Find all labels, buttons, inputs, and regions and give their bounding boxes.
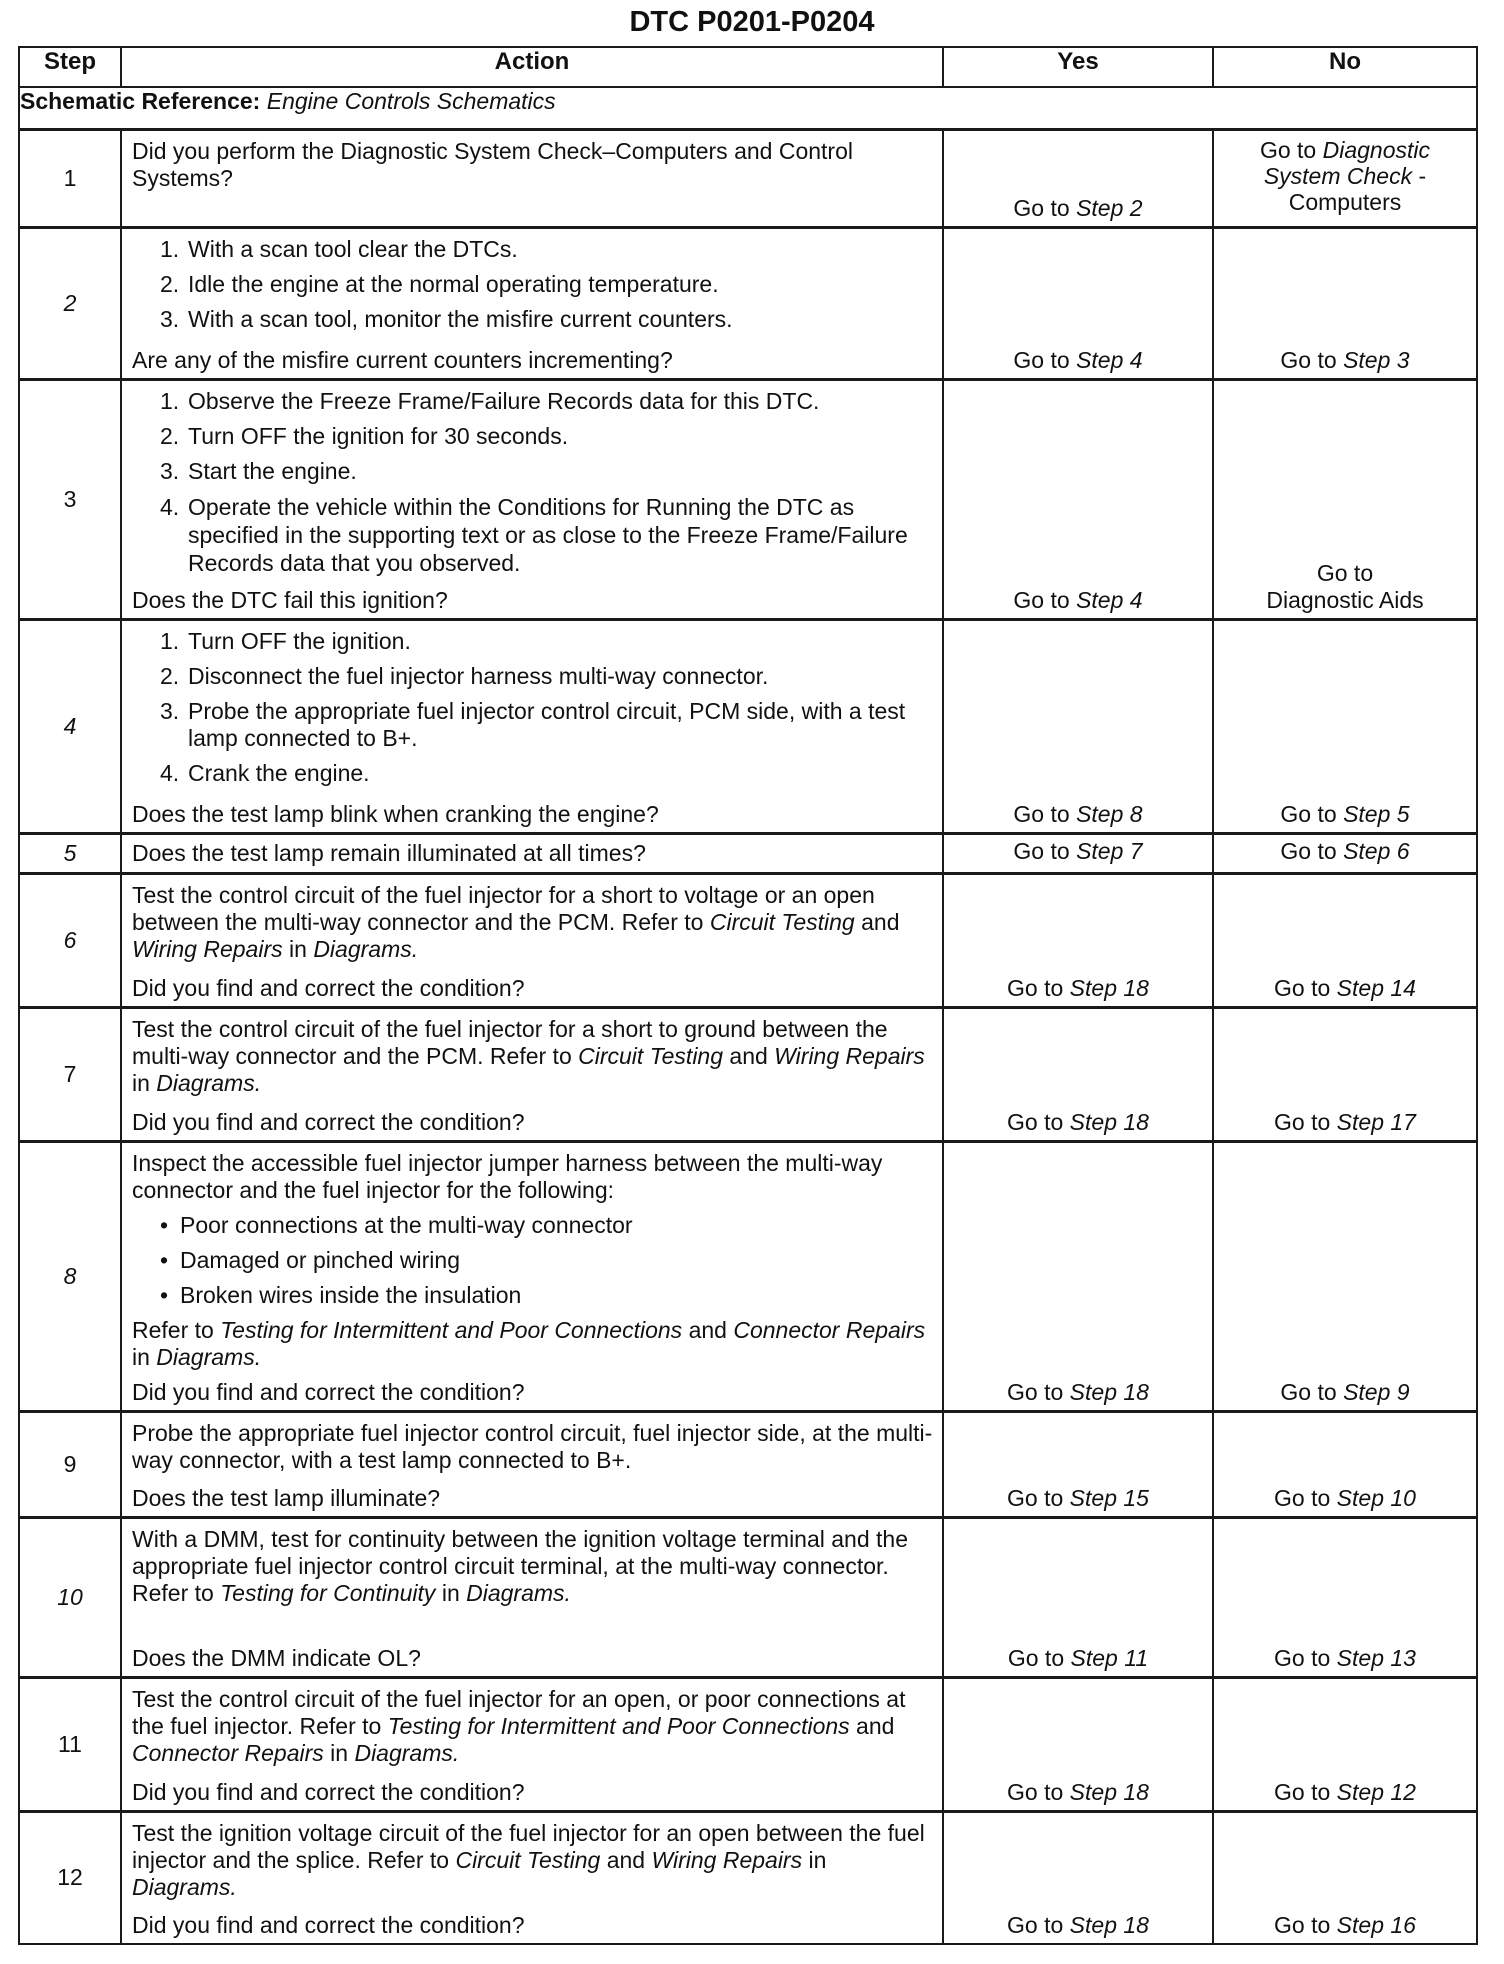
no-step: 14 — [1390, 975, 1416, 1001]
no-step: 16 — [1390, 1911, 1416, 1938]
goto-text: Go to — [1013, 195, 1077, 221]
list-item: • Damaged or pinched wiring — [160, 1247, 460, 1273]
yes-cell: Go to Step 8 — [943, 620, 1213, 834]
action-question: Does the test lamp illuminate? — [132, 1485, 441, 1511]
action-text: Test the ignition voltage circuit of the fuel injector for an open between the fuel injector and the splice. Refer to Circuit Testing and Wiring Repairs in Diagrams. — [132, 1820, 925, 1900]
list-item: 2. Turn OFF the ignition for 30 seconds. — [160, 423, 569, 449]
step-number: 4 — [19, 620, 121, 834]
no-cell: Go to Step 10 — [1213, 1412, 1477, 1518]
action-question: Did you find and correct the condition? — [132, 1911, 525, 1938]
no-step: 17 — [1390, 1109, 1416, 1135]
list-item: 4. Crank the engine. — [160, 760, 370, 786]
action-steps-list — [132, 236, 936, 333]
step-number: 11 — [19, 1678, 121, 1812]
no-cell — [1213, 130, 1477, 228]
no-step: 10 — [1390, 1485, 1416, 1511]
step-word: Step — [1076, 195, 1130, 221]
action-text: Probe the appropriate fuel injector control circuit, fuel injector side, at the multi-way connector, with a test lamp connected to B+. — [132, 1420, 933, 1473]
no-step: 5 — [1396, 801, 1410, 827]
no-step: 6 — [1396, 838, 1410, 864]
list-item: 1. Turn OFF the ignition. — [160, 628, 411, 654]
step-number: 7 — [19, 1008, 121, 1142]
action-text: Test the control circuit of the fuel injector for an open, or poor connections at the fuel injector. Refer to Testing for Intermittent and Poor Connections and Connector Repairs in Diagrams. — [132, 1686, 906, 1766]
no-cell: Go to Step 16 — [1213, 1812, 1477, 1944]
action-steps-list — [132, 628, 936, 787]
no-line1: Go to — [1259, 137, 1317, 163]
action-question: Did you find and correct the condition? — [132, 1779, 525, 1805]
yes-step: 18 — [1123, 1109, 1149, 1135]
action-question: Does the test lamp blink when cranking the engine? — [132, 801, 659, 827]
action-cell — [121, 1518, 943, 1678]
yes-step: 4 — [1129, 347, 1143, 373]
no-step: 9 — [1396, 1379, 1410, 1405]
yes-step: 15 — [1123, 1485, 1149, 1511]
table-row — [19, 228, 1477, 380]
no-step: 12 — [1390, 1779, 1416, 1805]
schematic-reference — [19, 87, 1477, 130]
table-row — [19, 1518, 1477, 1678]
yes-step: 4 — [1129, 587, 1143, 613]
action-question: Are any of the misfire current counters incrementing? — [132, 347, 673, 373]
action-cell — [121, 620, 943, 834]
action-cell — [121, 1678, 943, 1812]
header-action: Action — [121, 47, 943, 87]
list-item: 2. Disconnect the fuel injector harness multi-way connector. — [160, 663, 769, 689]
step-number: 10 — [19, 1518, 121, 1678]
yes-cell: Go to Step 4 — [943, 228, 1213, 380]
diagnostic-aids-link: Diagnostic Aids — [1266, 587, 1424, 613]
schematic-label: Schematic Reference: — [20, 88, 261, 114]
yes-cell: Go to Step 18 — [943, 1008, 1213, 1142]
header-no: No — [1213, 47, 1477, 87]
list-item: • Broken wires inside the insulation — [160, 1282, 522, 1308]
list-item: 2. Idle the engine at the normal operating temperature. — [160, 271, 719, 297]
list-item: 3. With a scan tool, monitor the misfire current counters. — [160, 306, 733, 332]
action-cell — [121, 228, 943, 380]
header-step: Step — [19, 47, 121, 87]
yes-step: 18 — [1123, 1779, 1149, 1805]
table-row — [19, 1142, 1477, 1412]
no-step: 3 — [1396, 347, 1410, 373]
action-cell — [121, 1142, 943, 1412]
list-item: 3. Probe the appropriate fuel injector control circuit, PCM side, with a test lamp connected to B+. — [160, 698, 906, 751]
action-question: Does the DMM indicate OL? — [132, 1645, 421, 1671]
action-text: Test the control circuit of the fuel injector for a short to ground between the multi-way connector and the PCM. Refer to Circuit Testing and Wiring Repairs in Diagrams. — [132, 1016, 925, 1096]
no-step: 13 — [1390, 1645, 1416, 1671]
no-line2: - — [1412, 163, 1427, 189]
yes-step: 8 — [1129, 801, 1143, 827]
action-text: Did you perform the Diagnostic System Check–Computers and Control Systems? — [132, 138, 853, 191]
action-cell — [121, 1412, 943, 1518]
yes-cell: Go to Step 18 — [943, 874, 1213, 1008]
table-row — [19, 874, 1477, 1008]
no-line3: Computers — [1288, 189, 1402, 215]
yes-cell — [943, 130, 1213, 228]
no-cell: Go to Step 17 — [1213, 1008, 1477, 1142]
table-row — [19, 1412, 1477, 1518]
table-row — [19, 834, 1477, 874]
step-number: 12 — [19, 1812, 121, 1944]
yes-cell: Go to Step 18 — [943, 1142, 1213, 1412]
yes-step: 18 — [1123, 1379, 1149, 1405]
no-line1-italic: Diagnostic — [1322, 137, 1431, 163]
step-number: 8 — [19, 1142, 121, 1412]
action-cell — [121, 1008, 943, 1142]
table-row — [19, 620, 1477, 834]
step-number: 9 — [19, 1412, 121, 1518]
action-question: Did you find and correct the condition? — [132, 1109, 525, 1135]
step-number: 3 — [19, 380, 121, 620]
action-question: Did you find and correct the condition? — [132, 1379, 525, 1405]
no-cell: Go to Step 6 — [1213, 834, 1477, 874]
table-row — [19, 380, 1477, 620]
action-cell — [121, 1812, 943, 1944]
action-question: Does the DTC fail this ignition? — [132, 587, 448, 613]
diagnostic-table — [18, 46, 1478, 1945]
no-cell: Go to Step 13 — [1213, 1518, 1477, 1678]
list-item: 1. Observe the Freeze Frame/Failure Records data for this DTC. — [160, 388, 820, 414]
yes-cell: Go to Step 4 — [943, 380, 1213, 620]
yes-step: 2 — [1129, 195, 1143, 221]
table-row — [19, 130, 1477, 228]
action-question: Did you find and correct the condition? — [132, 975, 525, 1001]
action-cell — [121, 874, 943, 1008]
list-item: • Poor connections at the multi-way connector — [160, 1212, 633, 1238]
yes-cell: Go to Step 7 — [943, 834, 1213, 874]
header-yes: Yes — [943, 47, 1213, 87]
action-steps-list — [132, 388, 936, 577]
yes-cell: Go to Step 18 — [943, 1678, 1213, 1812]
schematic-row — [19, 87, 1477, 130]
yes-step: 18 — [1123, 1911, 1149, 1938]
no-cell: Go to Step 3 — [1213, 228, 1477, 380]
step-number: 1 — [19, 130, 121, 228]
header-row — [19, 47, 1477, 87]
action-text: With a DMM, test for continuity between the ignition voltage terminal and the appropriate fuel injector control circuit terminal, at the multi-way connector. Refer to Testing for Continuity in Diagrams. — [132, 1526, 909, 1606]
no-cell: Go to Step 14 — [1213, 874, 1477, 1008]
action-text: Test the control circuit of the fuel injector for a short to voltage or an open between the multi-way connector and the PCM. Refer to Circuit Testing and Wiring Repairs in Diagrams. — [132, 882, 900, 962]
no-cell: Go to Diagnostic Aids — [1213, 380, 1477, 620]
step-number: 5 — [19, 834, 121, 874]
table-row — [19, 1008, 1477, 1142]
yes-cell: Go to Step 11 — [943, 1518, 1213, 1678]
step-number: 6 — [19, 874, 121, 1008]
no-cell: Go to Step 9 — [1213, 1142, 1477, 1412]
no-cell: Go to Step 12 — [1213, 1678, 1477, 1812]
yes-step: 7 — [1129, 838, 1143, 864]
list-item: 4. Operate the vehicle within the Conditions for Running the DTC as specified in the supporting text or as close to the Freeze Frame/Failure Records data that you observed. — [160, 494, 908, 576]
action-cell — [121, 130, 943, 228]
action-cell — [121, 380, 943, 620]
no-line2-italic: System Check — [1263, 163, 1413, 189]
schematic-value: Engine Controls Schematics — [266, 88, 556, 114]
action-intro: Inspect the accessible fuel injector jumper harness between the multi-way connector and the fuel injector for the following: — [132, 1150, 883, 1203]
yes-cell: Go to Step 18 — [943, 1812, 1213, 1944]
yes-step: 11 — [1124, 1645, 1149, 1671]
table-row — [19, 1678, 1477, 1812]
list-item: 1. With a scan tool clear the DTCs. — [160, 236, 518, 262]
action-bullets-list — [132, 1212, 936, 1309]
step-number: 2 — [19, 228, 121, 380]
yes-step: 18 — [1123, 975, 1149, 1001]
no-cell: Go to Step 5 — [1213, 620, 1477, 834]
list-item: 3. Start the engine. — [160, 458, 357, 484]
table-row — [19, 1812, 1477, 1944]
action-text: Refer to Testing for Intermittent and Poor Connections and Connector Repairs in Diagrams. — [132, 1317, 926, 1370]
action-cell — [121, 834, 943, 874]
page-title: DTC P0201-P0204 — [629, 6, 875, 38]
action-question: Does the test lamp remain illuminated at all times? — [132, 840, 646, 866]
yes-cell: Go to Step 15 — [943, 1412, 1213, 1518]
